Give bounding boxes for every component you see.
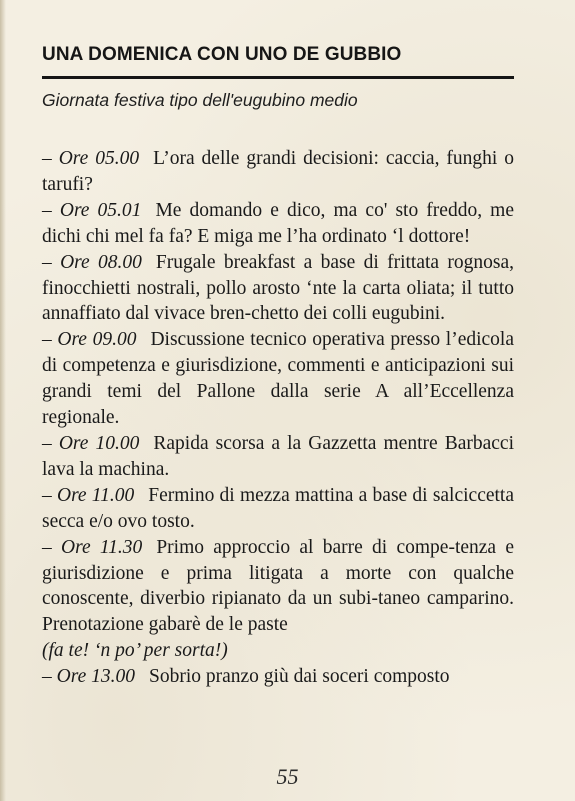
entry-time: Ore 13.00	[56, 666, 135, 688]
entry-dash: –	[42, 484, 57, 506]
entry-dash: –	[42, 666, 57, 688]
entry-time: Ore 11.30	[61, 536, 143, 558]
entry-text: Frugale breakfast a base di frittata rognosa, finocchietti nostrali, pollo arosto ‘nte la carta oliata; il tutto annaffiato dal vivace bren-chetto dei colli eugubini.	[42, 251, 515, 325]
entry-time: Ore 10.00	[58, 432, 140, 454]
schedule-entry	[42, 250, 514, 328]
entry-time: Ore 09.00	[57, 329, 137, 351]
title-rule	[42, 76, 514, 79]
entry-time: Ore 05.00	[58, 148, 140, 169]
entry-dash: –	[42, 251, 61, 273]
entry-text: Discussione tecnico operativa presso l’edicola di competenza e giurisdizione, commenti e anticipazioni sui grandi temi del Pallone dalla serie A all’Eccellenza regionale.	[42, 329, 514, 429]
schedule-entry	[42, 327, 514, 431]
schedule-entry	[42, 431, 514, 483]
schedule-text	[42, 146, 514, 690]
entry-text: Fermino di mezza mattina a base di salciccetta secca e/o ovo tosto.	[42, 484, 515, 532]
schedule-entry	[42, 146, 514, 198]
entry-text: Me domando e dico, ma co' sto freddo, me dichi chi mel fa fa? E miga me l’ha ordinato ‘l dottore!	[42, 199, 514, 247]
entry-dash: –	[42, 432, 59, 454]
schedule-entry	[42, 535, 514, 665]
page-number: 55	[276, 764, 299, 789]
schedule-entry	[42, 198, 514, 250]
chapter-subtitle: Giornata festiva tipo dell'eugubino medio	[42, 90, 358, 110]
entry-text: Sobrio pranzo giù dai soceri composto	[148, 666, 450, 688]
entry-time: Ore 11.00	[56, 484, 135, 506]
entry-dash: –	[42, 199, 60, 221]
chapter-title: UNA DOMENICA CON UNO DE GUBBIO	[42, 44, 402, 65]
schedule-entry	[42, 664, 514, 690]
entry-dash: –	[42, 329, 58, 351]
entry-time: Ore 05.01	[59, 199, 142, 221]
entry-time: Ore 08.00	[60, 251, 142, 273]
entry-dash: –	[42, 536, 62, 558]
entry-dash: –	[42, 148, 59, 169]
entry-text: Primo approccio al barre di compe-tenza e giurisdizione e prima litigata a morte con qualche conoscente, diverbio ripianato da un subi-taneo camparino. Prenotazione gabarè de le paste	[42, 536, 514, 636]
entry-aside: (fa te! ‘n po’ per sorta!)	[42, 640, 228, 662]
schedule-entry	[42, 483, 514, 535]
entry-text: Rapida scorsa a la Gazzetta mentre Barbacci lava la machina.	[42, 432, 515, 480]
entry-text: L’ora delle grandi decisioni: caccia, funghi o tarufi?	[42, 148, 514, 195]
page-gutter-shadow	[0, 0, 6, 801]
